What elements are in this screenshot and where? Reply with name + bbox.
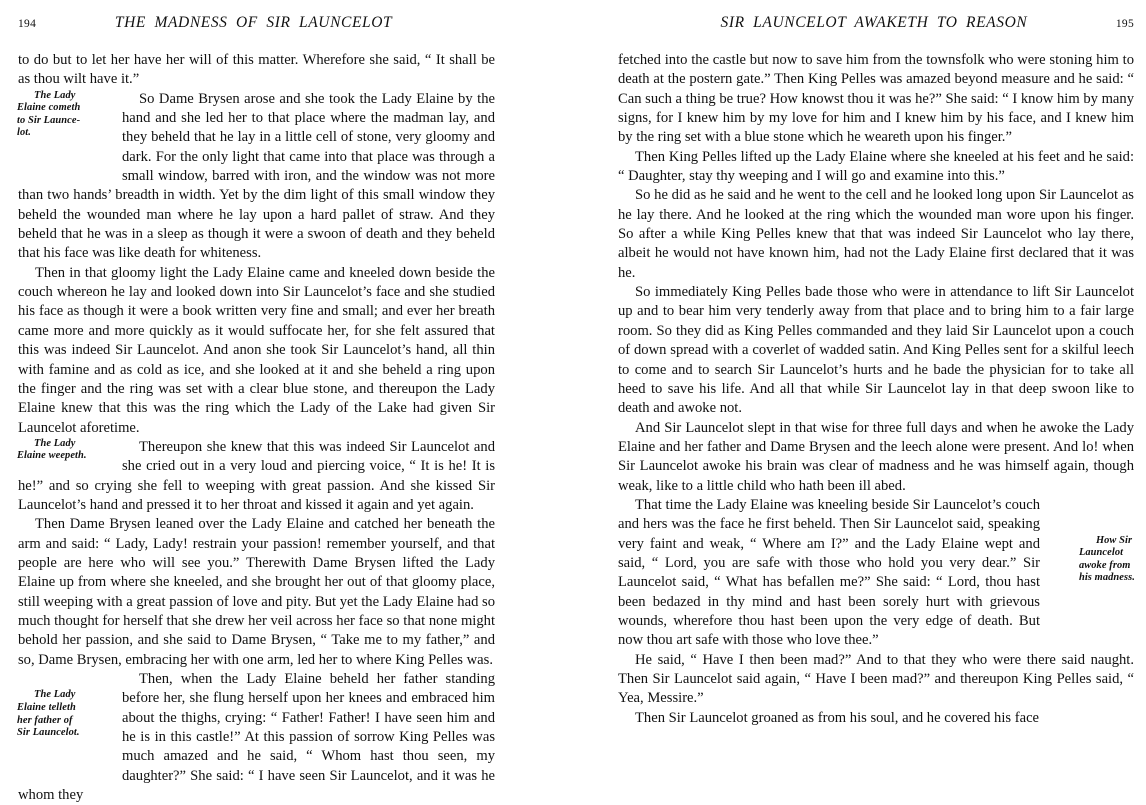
- paragraph-text: Then, when the Lady Elaine beheld her father standing before her, she flung herself upon her knees and embraced him about the thighs, crying: “ Father! Father! I have seen him and he is in this castle!” At this passion of sorrow King Pelles was much amazed and he said, “ Whom hast thou seen, my daughter?” She said: “ I have seen Sir Launcelot, and it was he whom they: [18, 671, 495, 804]
- paragraph-text: Thereupon she knew that this was indeed Sir Launcelot and she cried out in a very loud and piercing voice, “ It is he! It is he!” and so crying she fell to weeping with great passion. And she kissed Sir Launcelot’s hand and pressed it to her throat and kissed it again and yet again.: [18, 438, 495, 513]
- page-right: [573, 0, 1146, 730]
- folio-number-right: 195: [1115, 18, 1134, 30]
- paragraph: Then in that gloomy light the Lady Elaine came and kneeled down beside the couch whereon he lay and looked down into Sir Launcelot’s face and she studied his face as though it were a book written very fine and small; and ever her breath came more and more quickly as it would suffocate her, for she felt assured that this was indeed Sir Launcelot. And anon she took Sir Launcelot’s hand, all thin with famine and as cold as ice, and she looked at it and she beheld a ring upon the finger and the ring was set with a clear blue stone, and thereupon the Lady Elaine knew that this was the ring which the Lady of the Lake had given Sir Launcelot aforetime.: [18, 264, 495, 436]
- margin-note-shim: [18, 90, 122, 167]
- paragraph: [618, 496, 1134, 651]
- paragraph: to do but to let her have her will of this matter. Wherefore she said, “ It shall be as thou wilt have it.”: [18, 52, 495, 88]
- paragraph: Then Sir Launcelot groaned as from his soul, and he covered his face: [635, 709, 1040, 726]
- margin-note: The Lady Elaine telleth her father of Sir Launcelot.: [17, 689, 80, 739]
- paragraph-text: So Dame Brysen arose and she took the Lady Elaine by the hand and she led her to that place where the madman lay, and they beheld that he lay in a little cell of stone, very gloomy and dark. For the only light that came into that place was through a small window, barred with iron, and the window was not more than two hands’ breadth in width. Yet by the dim light of this small window they beheld the wounded man where he lay upon a hard pallet of straw. And they beheld that he was in a sleep as though it were a swoon of death and they beheld that his face was like death for whiteness.: [18, 90, 495, 262]
- paragraph: So immediately King Pelles bade those who were in attendance to lift Sir Launcelot up and to bear him very tenderly away from that place and to bring him to a fair large room. So they did as King Pelles commanded and they laid Sir Launcelot upon a couch of down spread with a coverlet of wadded satin. And King Pelles sent for a skilful leech to come and to search Sir Launcelot’s hurts and he bade the physician for to take all heed to save his life. And all that while Sir Launcelot lay in that deep swoon like to death and awoke not.: [618, 284, 1134, 417]
- margin-note: The Lady Elaine weepeth.: [17, 437, 87, 462]
- page-left: [0, 0, 573, 804]
- paragraph: [18, 90, 495, 264]
- body-text-right: [618, 51, 1134, 728]
- paragraph: So he did as he said and he went to the cell and he looked long upon Sir Launcelot as he lay there. And he looked at the ring which the wounded man wore upon his finger. So after a while King Pelles knew that that was indeed Sir Launcelot who lay there, albeit he would not have known him, had not the Lady Elaine first declared that it was he.: [618, 187, 1134, 281]
- running-head-title-right: SIR LAUNCELOT AWAKETH TO REASON: [720, 14, 1028, 31]
- running-head-left: [18, 14, 495, 40]
- paragraph: fetched into the castle but now to save him from the townsfolk who were stoning him to death at the postern gate.” Then King Pelles was amazed beyond measure and he said: “ Can such a thing be true? How knowst thou it was he?” She said: “ I know him by many signs, for I knew him by my love for him and I knew him by his face, and I knew him by the ring set with a blue stone which he weareth upon his finger.”: [618, 52, 1134, 146]
- paragraph: Then Dame Brysen leaned over the Lady Elaine and catched her beneath the arm and said: “ Lady, Lady! restrain your passion! remember yourself, and that people are here who will see you.” Therewith Dame Brysen lifted the Lady Elaine up from where she kneeled, and she brought her out of that gloomy place, still weeping with a great passion of love and pity. But yet the Lady Elaine had so much thought for herself that she drew her veil across her face so that none might behold her passion, and she said to Dame Brysen, “ Take me to my father,” and so, Dame Brysen, embracing her with one arm, led her to where King Pelles was.: [18, 516, 495, 668]
- paragraph: Then King Pelles lifted up the Lady Elaine where she kneeled at his feet and he said: “ Daughter, stay thy weeping and I will go and examine into this.”: [618, 148, 1134, 185]
- paragraph-text: That time the Lady Elaine was kneeling beside Sir Launcelot’s couch and hers was the face he first beheld. Then Sir Launcelot said, speaking very faint and weak, “ Where am I?” and the Lady Elaine wept and said, “ Lord, you are safe with those who hold you very dear.” Sir Launcelot said, “ What has befallen me?” She said: “ Lord, thou hast been bedazed in thy mind and hast been sorely hurt with grievous wounds, wherefore thou hast been upon the very edge of death. But now thou art safe with those who love thee.”: [618, 496, 1040, 649]
- margin-note-shim: [18, 689, 122, 766]
- running-head-right: [618, 14, 1134, 40]
- margin-note-shim: [1040, 535, 1134, 612]
- margin-note-shim: [18, 438, 122, 477]
- paragraph: [18, 670, 495, 805]
- paragraph: And Sir Launcelot slept in that wise for three full days and when he awoke the Lady Elaine and her father and Dame Brysen and the leech alone were present. And lo! when Sir Launcelot awoke his brain was clear of madness and he was himself again, though weak, like to a little child who hath been ill abed.: [618, 419, 1134, 494]
- paragraph: [18, 438, 495, 515]
- paragraph: He said, “ Have I then been mad?” And to that they who were there said naught. Then Sir Launcelot said again, “ Have I been mad?” and thereupon King Pelles said, “ Yea, Messire.”: [618, 651, 1134, 707]
- running-head-title-left: THE MADNESS OF SIR LAUNCELOT: [114, 14, 393, 31]
- body-text-left: [18, 51, 495, 805]
- folio-number-left: 194: [18, 18, 37, 30]
- margin-note: How Sir Launcelot awoke from his madness.: [1078, 534, 1135, 584]
- margin-note: The Lady Elaine cometh to Sir Launce- lot.: [17, 89, 81, 139]
